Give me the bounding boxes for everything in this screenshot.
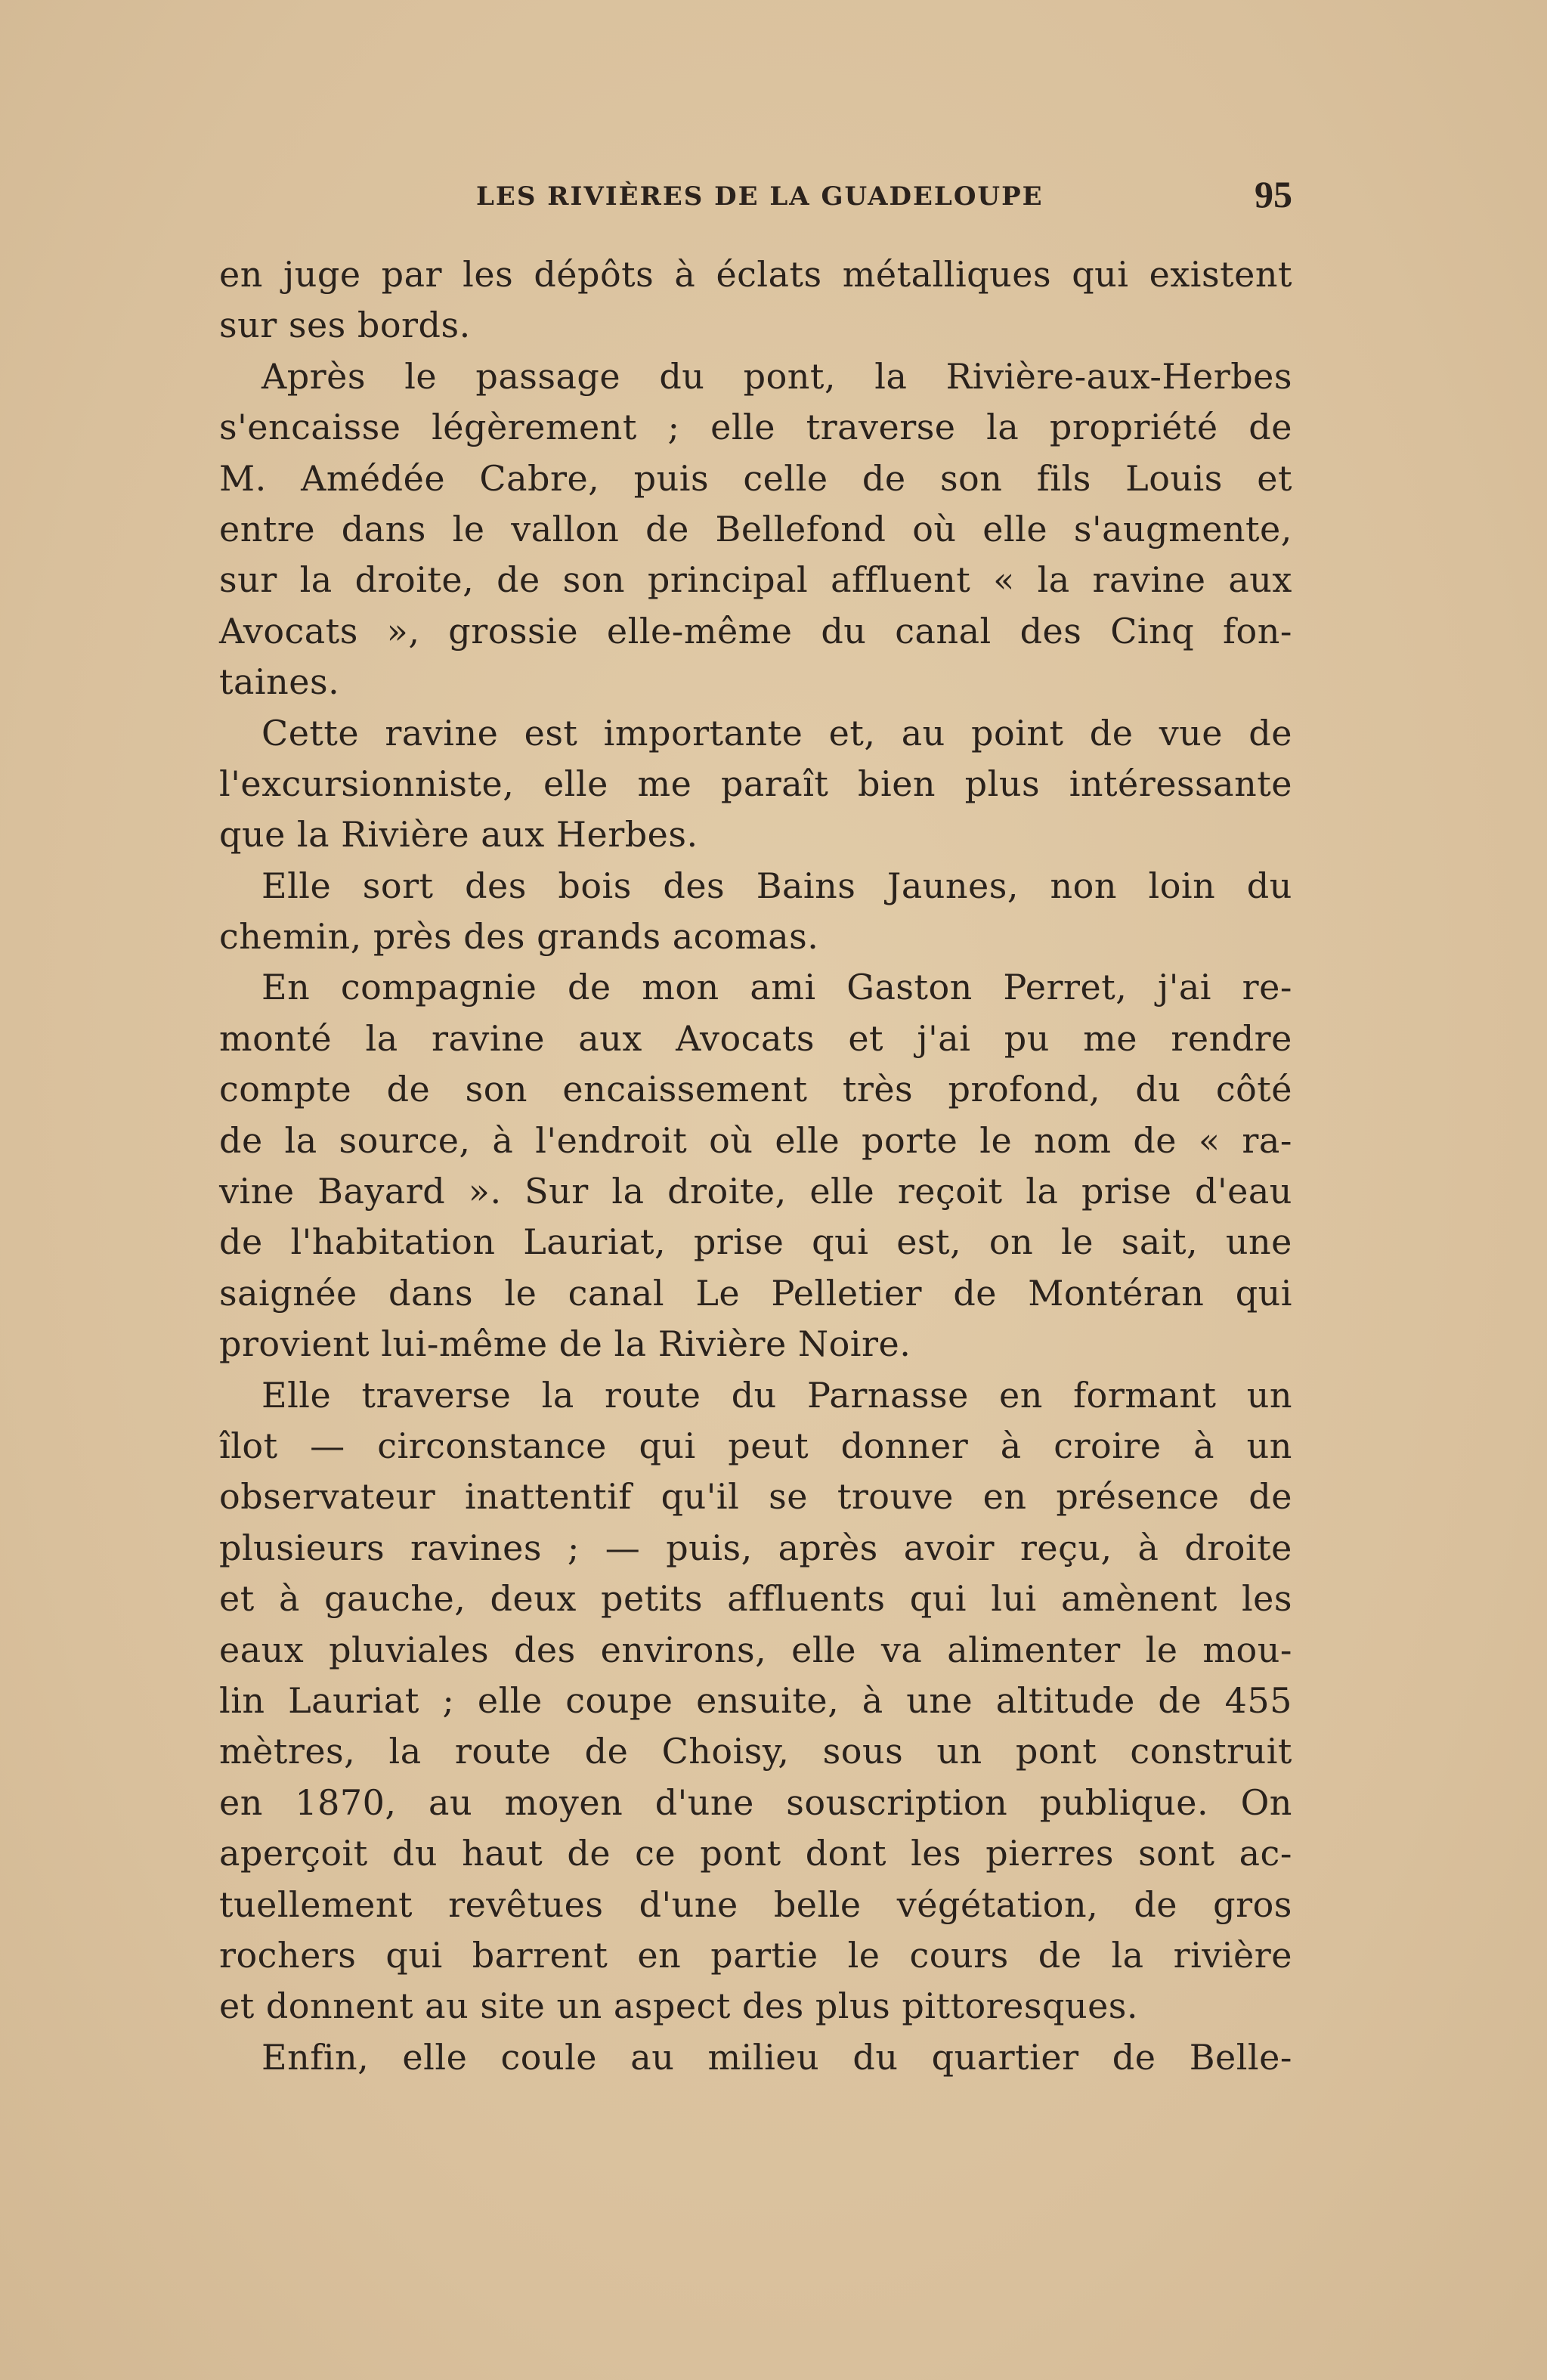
- text-line: entre dans le vallon de Bellefond où elle s'augmente,: [219, 508, 1292, 549]
- text-line: en juge par les dépôts à éclats métalliques qui existent: [219, 254, 1292, 295]
- text-line: aperçoit du haut de ce pont dont les pierres sont ac-: [219, 1833, 1292, 1874]
- text-line: que la Rivière aux Herbes.: [219, 814, 698, 856]
- page-number: 95: [1255, 173, 1292, 215]
- text-line: tuellement revêtues d'une belle végétation, de gros: [219, 1883, 1292, 1925]
- text-line: observateur inattentif qu'il se trouve en présence de: [219, 1476, 1292, 1518]
- text-line: vine Bayard ». Sur la droite, elle reçoit la prise d'eau: [219, 1171, 1292, 1212]
- text-line: l'excursionniste, elle me paraît bien plus intéressante: [219, 763, 1292, 804]
- text-line: eaux pluviales des environs, elle va alimenter le mou-: [219, 1629, 1292, 1670]
- text-line: monté la ravine aux Avocats et j'ai pu me rendre: [219, 1017, 1292, 1059]
- running-head: [219, 172, 1292, 225]
- text-line: Elle traverse la route du Parnasse en formant un: [261, 1374, 1292, 1416]
- text-line: saignée dans le canal Le Pelletier de Montéran qui: [219, 1272, 1292, 1314]
- text-line: En compagnie de mon ami Gaston Perret, j'ai re-: [261, 967, 1292, 1008]
- text-line: provient lui-même de la Rivière Noire.: [219, 1323, 911, 1365]
- text-line: rochers qui barrent en partie le cours de la rivière: [219, 1934, 1292, 1976]
- text-line: plusieurs ravines ; — puis, après avoir reçu, à droite: [219, 1527, 1292, 1568]
- text-line: mètres, la route de Choisy, sous un pont construit: [219, 1731, 1292, 1772]
- text-line: et donnent au site un aspect des plus pittoresques.: [219, 1985, 1139, 2027]
- text-line: lin Lauriat ; elle coupe ensuite, à une altitude de 455: [219, 1679, 1292, 1721]
- text-line: en 1870, au moyen d'une souscription publique. On: [219, 1781, 1292, 1823]
- text-line: taines.: [219, 661, 340, 703]
- text-line: chemin, près des grands acomas.: [219, 916, 819, 958]
- text-line: et à gauche, deux petits affluents qui lui amènent les: [219, 1578, 1292, 1620]
- text-line: de la source, à l'endroit où elle porte le nom de « ra-: [219, 1119, 1292, 1161]
- text-line: sur ses bords.: [219, 305, 471, 346]
- text-line: M. Amédée Cabre, puis celle de son fils Louis et: [219, 457, 1292, 499]
- text-line: de l'habitation Lauriat, prise qui est, on le sait, une: [219, 1221, 1292, 1263]
- text-line: îlot — circonstance qui peut donner à croire à un: [219, 1425, 1292, 1466]
- text-line: Enfin, elle coule au milieu du quartier de Belle-: [261, 2036, 1292, 2078]
- text-line: Avocats », grossie elle-même du canal des Cinq fon-: [219, 610, 1292, 651]
- text-line: s'encaisse légèrement ; elle traverse la propriété de: [219, 407, 1292, 448]
- running-title: LES RIVIÈRES DE LA GUADELOUPE: [476, 181, 1044, 212]
- text-line: Après le passage du pont, la Rivière-aux-Herbes: [261, 355, 1292, 397]
- body-text: [219, 249, 1292, 2083]
- text-line: sur la droite, de son principal affluent « la ravine aux: [219, 559, 1292, 601]
- text-line: compte de son encaissement très profond, du côté: [219, 1069, 1292, 1110]
- text-line: Cette ravine est importante et, au point de vue de: [261, 712, 1292, 754]
- text-line: Elle sort des bois des Bains Jaunes, non loin du: [261, 865, 1292, 906]
